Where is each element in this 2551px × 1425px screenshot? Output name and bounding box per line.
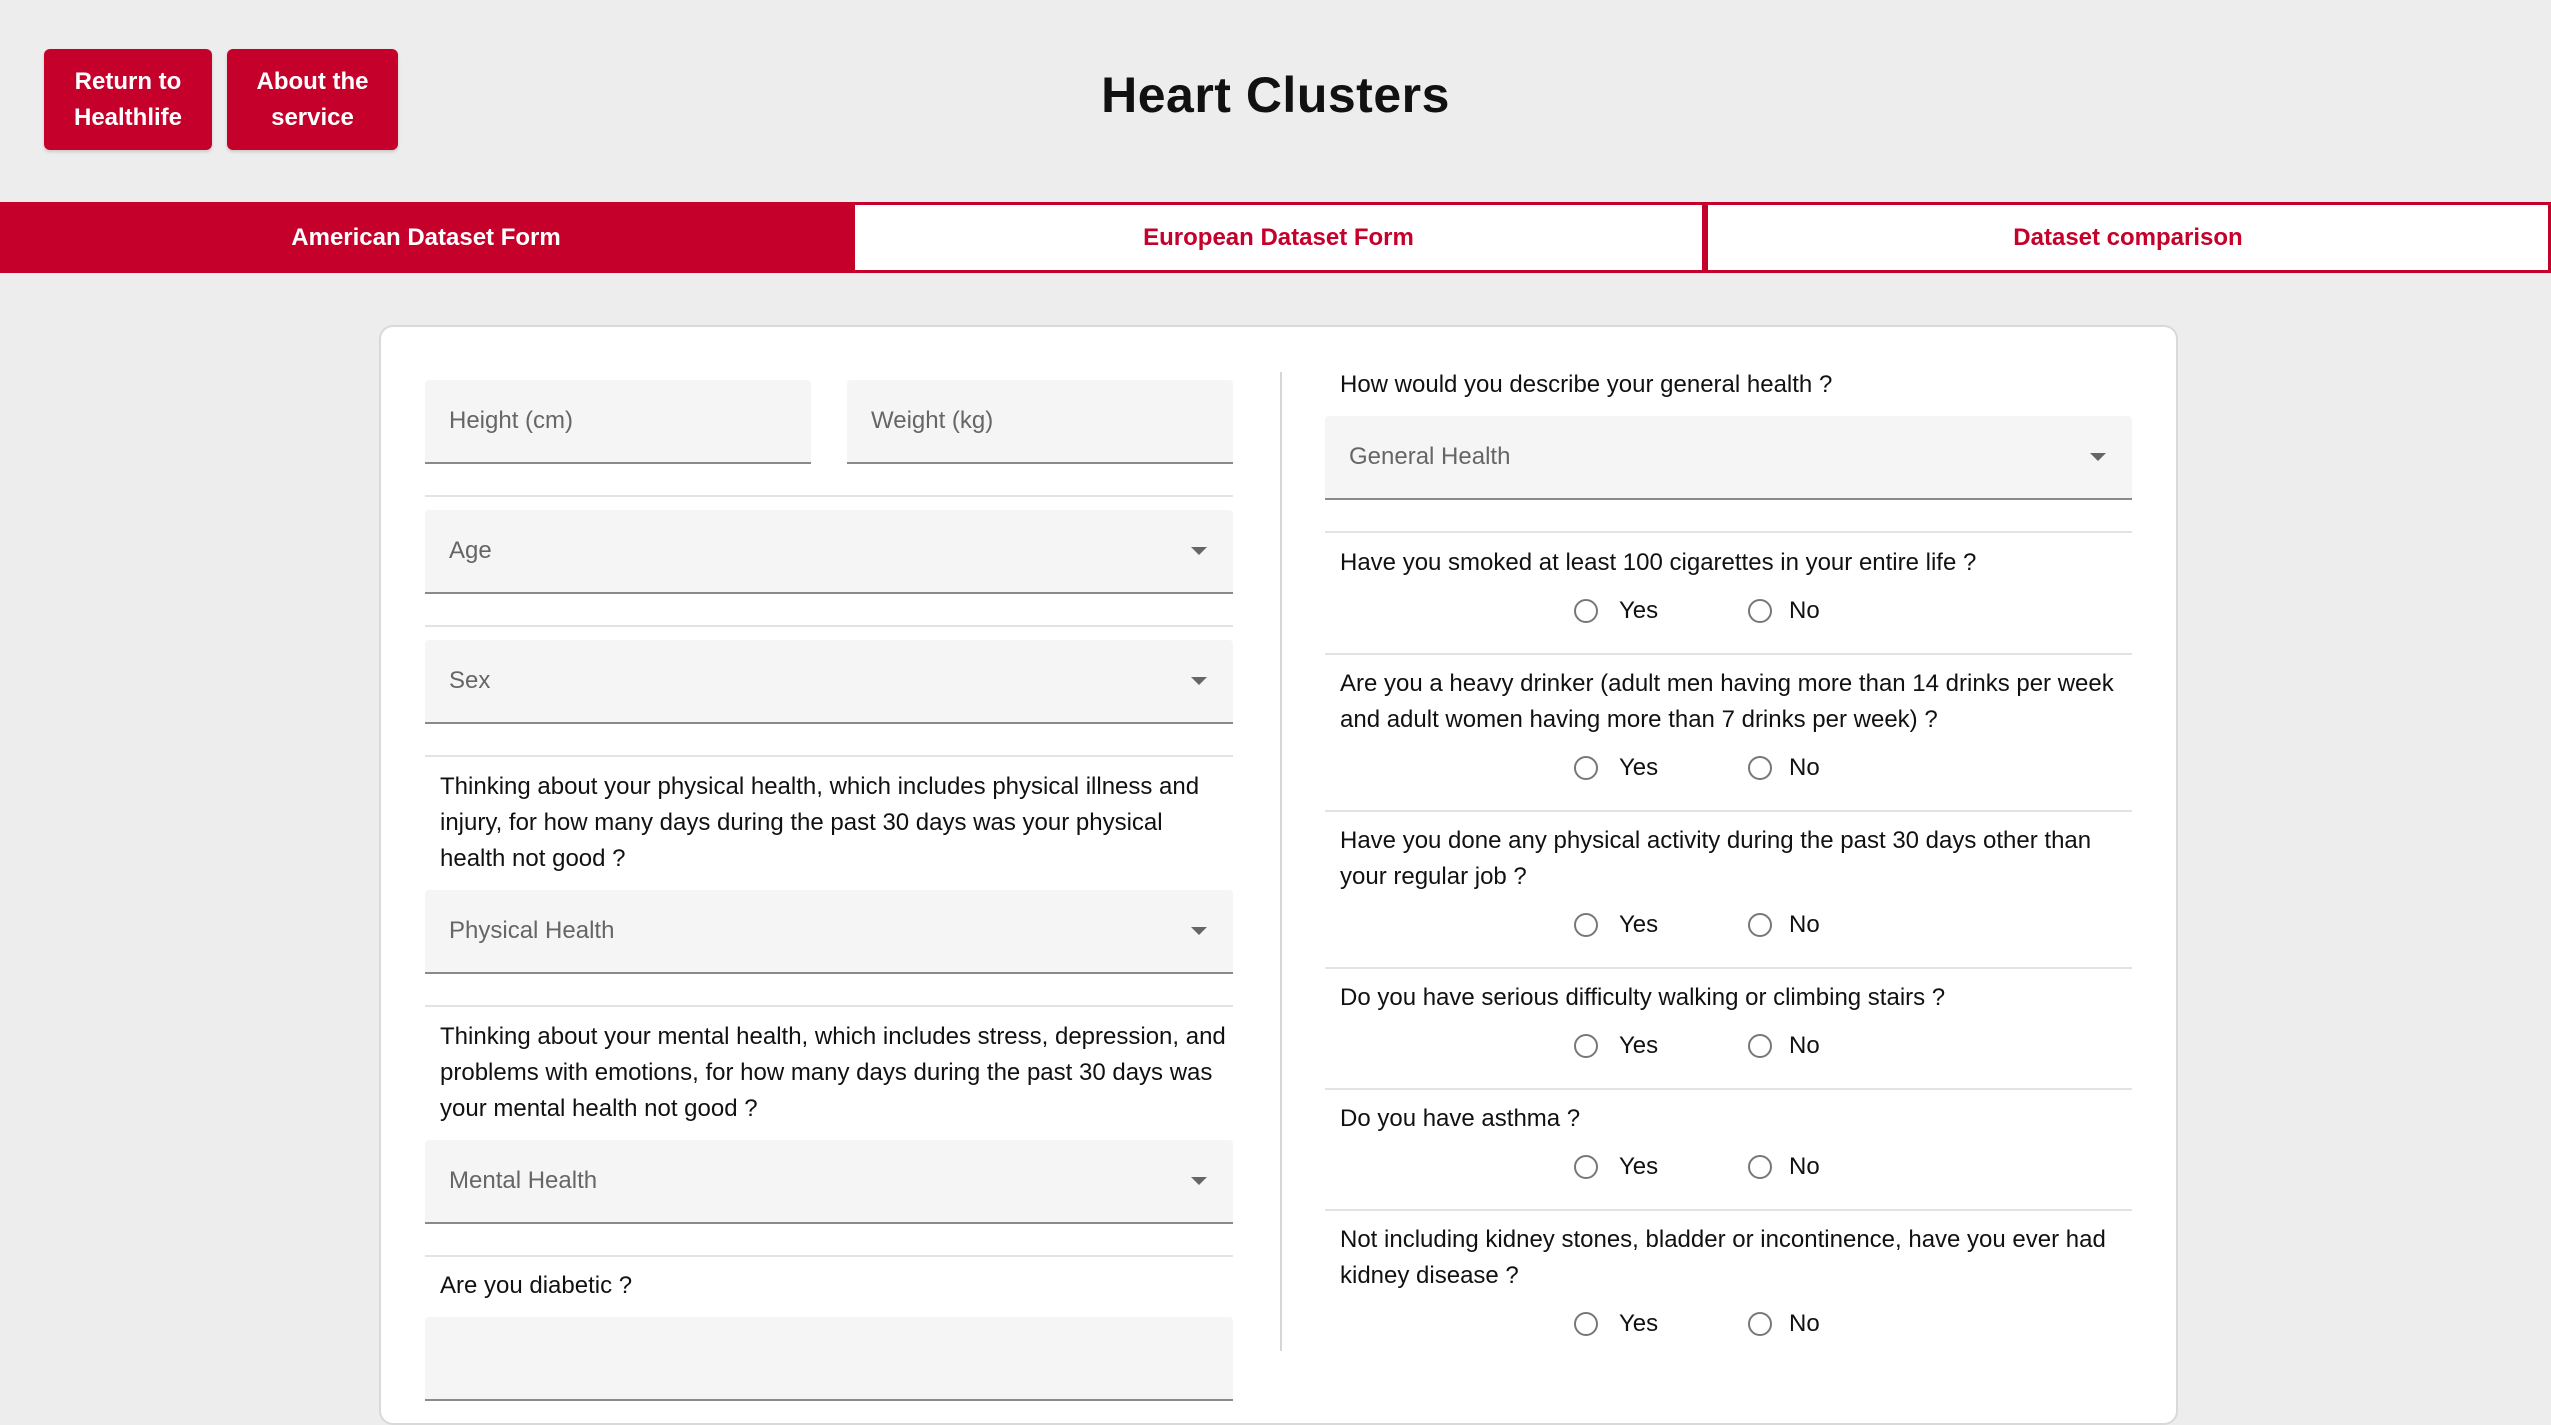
kidney-disease-question: Not including kidney stones, bladder or incontinence, have you ever had kidney disease ? (1340, 1226, 2106, 1289)
diabetic-question: Are you diabetic ? (440, 1272, 633, 1299)
chevron-down-icon (1191, 677, 1207, 685)
yes-radio[interactable] (1574, 1034, 1598, 1058)
divider (1325, 531, 2132, 533)
general-health-question: How would you describe your general health ? (1340, 371, 1833, 398)
yes-radio[interactable] (1574, 599, 1598, 623)
yes-radio[interactable] (1574, 913, 1598, 937)
tab-dataset-comparison[interactable]: Dataset comparison (1705, 202, 2551, 273)
chevron-down-icon (1191, 547, 1207, 555)
sex-placeholder: Sex (449, 667, 491, 694)
physical-health-placeholder: Physical Health (449, 917, 615, 944)
chevron-down-icon (2090, 453, 2106, 461)
yes-label: Yes (1619, 597, 1659, 624)
yes-radio[interactable] (1574, 1155, 1598, 1179)
age-placeholder: Age (449, 537, 492, 564)
no-radio[interactable] (1748, 1155, 1772, 1179)
smoking-question: Have you smoked at least 100 cigarettes in your entire life ? (1340, 549, 1977, 576)
physical-activity-question: Have you done any physical activity during the past 30 days other than your regular job ? (1340, 827, 2092, 890)
heavy-drinker-question: Are you a heavy drinker (adult men having more than 14 drinks per week and adult women having more than 7 drinks per week) ? (1340, 670, 2114, 733)
no-label: No (1789, 1032, 1820, 1059)
column-divider (1280, 372, 1282, 1351)
general-health-placeholder: General Health (1349, 443, 1511, 470)
mental-health-select[interactable] (425, 1140, 1233, 1224)
no-radio[interactable] (1748, 1034, 1772, 1058)
walking-radio-group (1574, 1028, 1874, 1064)
no-radio[interactable] (1748, 756, 1772, 780)
yes-label: Yes (1619, 754, 1659, 781)
yes-radio[interactable] (1574, 1312, 1598, 1336)
divider (425, 495, 1233, 497)
divider (425, 1255, 1233, 1257)
no-label: No (1789, 1153, 1820, 1180)
chevron-down-icon (1191, 1177, 1207, 1185)
chevron-down-icon (1191, 927, 1207, 935)
physical-health-question: Thinking about your physical health, which includes physical illness and injury, for how many days during the past 30 days was your physical health not good ? (440, 773, 1200, 872)
weight-input[interactable] (847, 380, 1233, 464)
activity-radio-group (1574, 907, 1874, 943)
height-placeholder: Height (cm) (449, 407, 574, 434)
yes-label: Yes (1619, 1310, 1659, 1337)
tab-american-dataset-form[interactable]: American Dataset Form (0, 202, 852, 273)
height-input[interactable] (425, 380, 811, 464)
asthma-question: Do you have asthma ? (1340, 1105, 1581, 1132)
no-label: No (1789, 597, 1820, 624)
difficulty-walking-question: Do you have serious difficulty walking or climbing stairs ? (1340, 984, 1946, 1011)
mental-health-placeholder: Mental Health (449, 1167, 598, 1194)
weight-placeholder: Weight (kg) (871, 407, 994, 434)
drinker-radio-group (1574, 750, 1874, 786)
sex-select[interactable] (425, 640, 1233, 724)
no-radio[interactable] (1748, 913, 1772, 937)
divider (1325, 1209, 2132, 1211)
header (0, 0, 2551, 202)
general-health-select[interactable] (1325, 416, 2132, 500)
asthma-radio-group (1574, 1149, 1874, 1185)
kidney-radio-group (1574, 1306, 1874, 1342)
no-label: No (1789, 911, 1820, 938)
smoking-radio-group (1574, 593, 1874, 629)
no-radio[interactable] (1748, 1312, 1772, 1336)
divider (1325, 967, 2132, 969)
diabetic-select[interactable] (425, 1317, 1233, 1401)
yes-label: Yes (1619, 1032, 1659, 1059)
age-select[interactable] (425, 510, 1233, 594)
divider (1325, 810, 2132, 812)
return-to-healthlife-button[interactable]: Return to Healthlife (44, 49, 212, 150)
divider (1325, 653, 2132, 655)
tab-bar (0, 202, 2551, 273)
divider (425, 1005, 1233, 1007)
divider (425, 625, 1233, 627)
yes-radio[interactable] (1574, 756, 1598, 780)
mental-health-question: Thinking about your mental health, which includes stress, depression, and problems with emotions, for how many days during the past 30 days was your mental health not good ? (440, 1023, 1226, 1122)
divider (1325, 1088, 2132, 1090)
no-radio[interactable] (1748, 599, 1772, 623)
divider (425, 755, 1233, 757)
page-title: Heart Clusters (1101, 67, 1450, 123)
tab-european-dataset-form[interactable]: European Dataset Form (852, 202, 1705, 273)
yes-label: Yes (1619, 911, 1659, 938)
yes-label: Yes (1619, 1153, 1659, 1180)
no-label: No (1789, 754, 1820, 781)
no-label: No (1789, 1310, 1820, 1337)
physical-health-select[interactable] (425, 890, 1233, 974)
about-the-service-button[interactable]: About the service (227, 49, 398, 150)
